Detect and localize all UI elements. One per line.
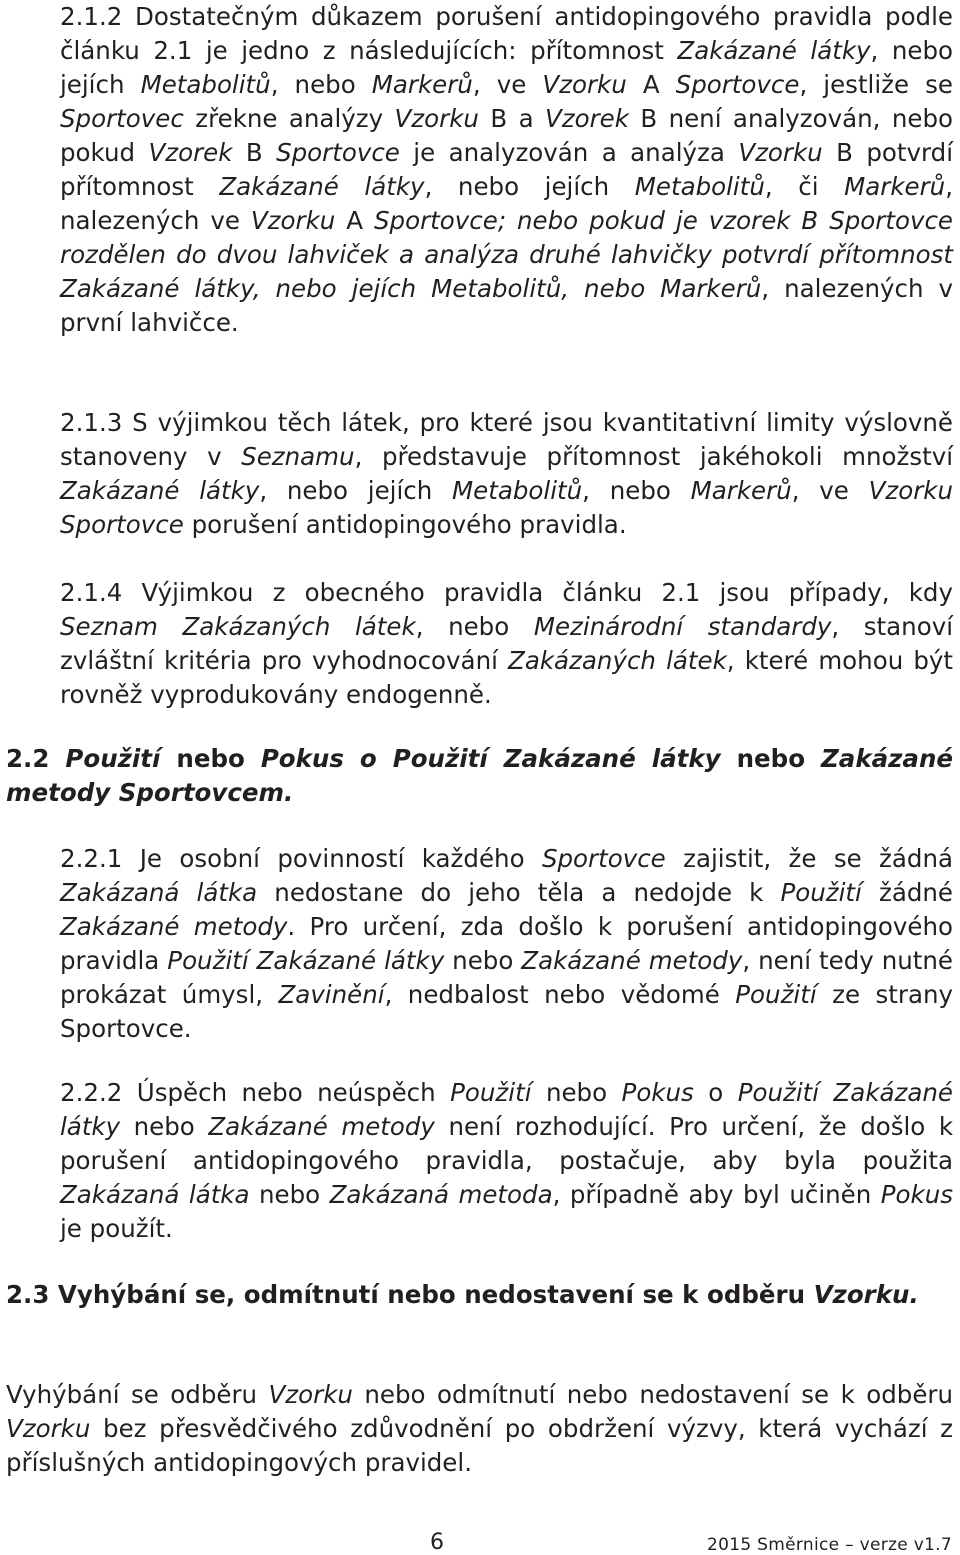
p212-run: Zakázané látky	[677, 36, 871, 65]
p221-run: 2.2.1 Je osobní povinností každého	[60, 844, 542, 873]
p212-run: Vzorek	[148, 138, 233, 167]
p213-run: Markerů	[690, 476, 792, 505]
p214-run: , nebo	[415, 612, 534, 641]
p212-run: B	[232, 138, 277, 167]
p212-run: Markerů	[844, 172, 946, 201]
paragraph-2-1-2	[60, 0, 953, 340]
h22-run: Použití	[65, 744, 161, 773]
paragraph-2-1-4	[60, 576, 953, 712]
p221-run: nedostane do jeho těla a nedojde k	[257, 878, 781, 907]
p212-run: B potvrdí přítomnost	[60, 138, 953, 201]
p214-run: , stanoví zvláštní kritéria pro vyhodnocování	[60, 612, 953, 675]
p222-run: Pokus	[621, 1078, 694, 1107]
p212-run: B není analyzován, nebo pokud	[60, 104, 954, 167]
p212-run: , nalezených ve	[60, 172, 954, 235]
p221-run: Použití	[735, 980, 817, 1009]
p213-run: Vzorku Sportovce	[60, 476, 953, 539]
p212-run: Vzorku	[738, 138, 823, 167]
p212-run: A	[626, 70, 676, 99]
h22-run: nebo	[160, 744, 261, 773]
p212-run: B a	[478, 104, 545, 133]
p222-run: 2.2.2 Úspěch nebo neúspěch	[60, 1078, 451, 1107]
p221-run: . Pro určení, zda došlo k porušení antidopingového pravidla	[60, 912, 953, 975]
p213-run: 2.1.3 S výjimkou těch látek, pro které jsou kvantitativní limity výslovně stanoveny v	[60, 408, 953, 471]
p214-run: , které mohou být rovněž vyprodukovány endogenně.	[60, 646, 954, 709]
p222-run: je použít.	[60, 1214, 173, 1243]
p212-run: , nebo jejích	[60, 36, 954, 99]
p213-run: Seznamu	[241, 442, 355, 471]
heading-2-2	[6, 742, 953, 810]
p214-run: Seznam Zakázaných látek	[60, 612, 416, 641]
p221-run: Zakázané metody	[60, 912, 288, 941]
p222-run: Zakázané metody	[208, 1112, 435, 1141]
p222-run: nebo	[120, 1112, 209, 1141]
p212-run: zřekne analýzy	[183, 104, 395, 133]
p212-run: , jestliže se	[799, 70, 954, 99]
p212-run: Metabolitů	[140, 70, 271, 99]
p221-run: Zavinění	[278, 980, 385, 1009]
p212-run: Metabolitů	[634, 172, 765, 201]
h23-run: Vzorku.	[813, 1280, 919, 1309]
p222-run: Zakázaná látka	[60, 1180, 250, 1209]
document-version: 2015 Směrnice – verze v1.7	[707, 1535, 952, 1555]
p23-run: Vzorku	[268, 1380, 353, 1409]
p222-run: Použití	[450, 1078, 532, 1107]
h22-run: nebo	[720, 744, 822, 773]
p23-run: bez přesvědčivého zdůvodnění po obdržení výzvy, která vychází z příslušných antidopingových pravidel.	[6, 1414, 953, 1477]
paragraph-2-3-body	[6, 1378, 953, 1480]
p212-run: Vzorku	[394, 104, 479, 133]
p213-run: , nebo	[582, 476, 691, 505]
p212-run: Vzorku	[542, 70, 627, 99]
p212-run: A	[335, 206, 374, 235]
p221-run: Zakázané metody	[521, 946, 743, 975]
p212-run: Sportovce	[276, 138, 400, 167]
p212-run: Markerů	[371, 70, 473, 99]
p222-run: není rozhodující. Pro určení, že došlo k porušení antidopingového pravidla, postačuje, aby byla použita	[60, 1112, 954, 1175]
p212-run: , či	[764, 172, 845, 201]
p221-run: Použití	[780, 878, 862, 907]
h23-run: 2.3 Vyhýbání se, odmítnutí nebo nedostavení se k odběru	[6, 1280, 814, 1309]
p212-run: Vzorek	[545, 104, 629, 133]
p214-run: Zakázaných látek	[508, 646, 727, 675]
p213-run: , ve	[791, 476, 869, 505]
p212-run: , nebo	[270, 70, 372, 99]
p212-run: Sportovce	[675, 70, 800, 99]
heading-2-3	[6, 1278, 953, 1312]
paragraph-2-1-3	[60, 406, 953, 542]
p212-run: , nalezených v první lahvičce.	[60, 274, 953, 337]
p212-run: 2.1.2 Dostatečným důkazem porušení antidopingového pravidla podle článku 2.1 je jedno z následujících: přítomnost	[60, 2, 953, 65]
h22-run: Zakázané metody Sportovcem.	[6, 744, 954, 807]
p221-run: Zakázaná látka	[60, 878, 258, 907]
p221-run: Použití Zakázané látky	[167, 946, 445, 975]
p23-run: Vzorku	[6, 1414, 91, 1443]
p221-run: žádné	[861, 878, 953, 907]
p23-run: Vyhýbání se odběru	[6, 1380, 269, 1409]
p213-run: Metabolitů	[452, 476, 583, 505]
p212-run: Sportovce	[374, 206, 498, 235]
p214-run: Mezinárodní standardy	[533, 612, 832, 641]
page-number: 6	[430, 1530, 444, 1555]
paragraph-2-2-2	[60, 1076, 953, 1246]
p222-run: o	[693, 1078, 738, 1107]
p212-run: Sportovec	[60, 104, 184, 133]
h22-run: Pokus o Použití Zakázané látky	[260, 744, 721, 773]
p221-run: , nedbalost nebo vědomé	[384, 980, 736, 1009]
h22-run: 2.2	[6, 744, 66, 773]
p212-run: Zakázané látky	[219, 172, 425, 201]
p222-run: , případně aby byl učiněn	[552, 1180, 881, 1209]
p213-run: Zakázané látky	[60, 476, 260, 505]
p222-run: Pokus	[880, 1180, 953, 1209]
p221-run: nebo	[444, 946, 522, 975]
p212-run: je analyzován a analýza	[399, 138, 739, 167]
p221-run: zajistit, že se žádná	[665, 844, 953, 873]
p222-run: nebo	[531, 1078, 622, 1107]
p222-run: Použití Zakázané látky	[60, 1078, 953, 1141]
p213-run: , představuje přítomnost jakéhokoli množství	[354, 442, 953, 471]
p212-run: Vzorku	[250, 206, 336, 235]
p213-run: porušení antidopingového pravidla.	[183, 510, 627, 539]
paragraph-2-2-1	[60, 842, 953, 1046]
p214-run: 2.1.4 Výjimkou z obecného pravidla článku 2.1 jsou případy, kdy	[60, 578, 953, 607]
p212-run: , ve	[472, 70, 543, 99]
p213-run: , nebo jejích	[259, 476, 453, 505]
p222-run: Zakázaná metoda	[329, 1180, 553, 1209]
p221-run: Sportovce	[541, 844, 666, 873]
p212-run: , nebo jejích	[424, 172, 635, 201]
p212-run: ; nebo pokud je vzorek B Sportovce rozdělen do dvou lahviček a analýza druhé lahvičky potvrdí přítomnost Zakázané látky, nebo jejích Metabolitů, nebo Markerů	[60, 206, 953, 303]
p222-run: nebo	[249, 1180, 330, 1209]
p221-run: ze strany Sportovce.	[60, 980, 953, 1043]
p23-run: nebo odmítnutí nebo nedostavení se k odběru	[352, 1380, 953, 1409]
p221-run: , není tedy nutné prokázat úmysl,	[60, 946, 953, 1009]
